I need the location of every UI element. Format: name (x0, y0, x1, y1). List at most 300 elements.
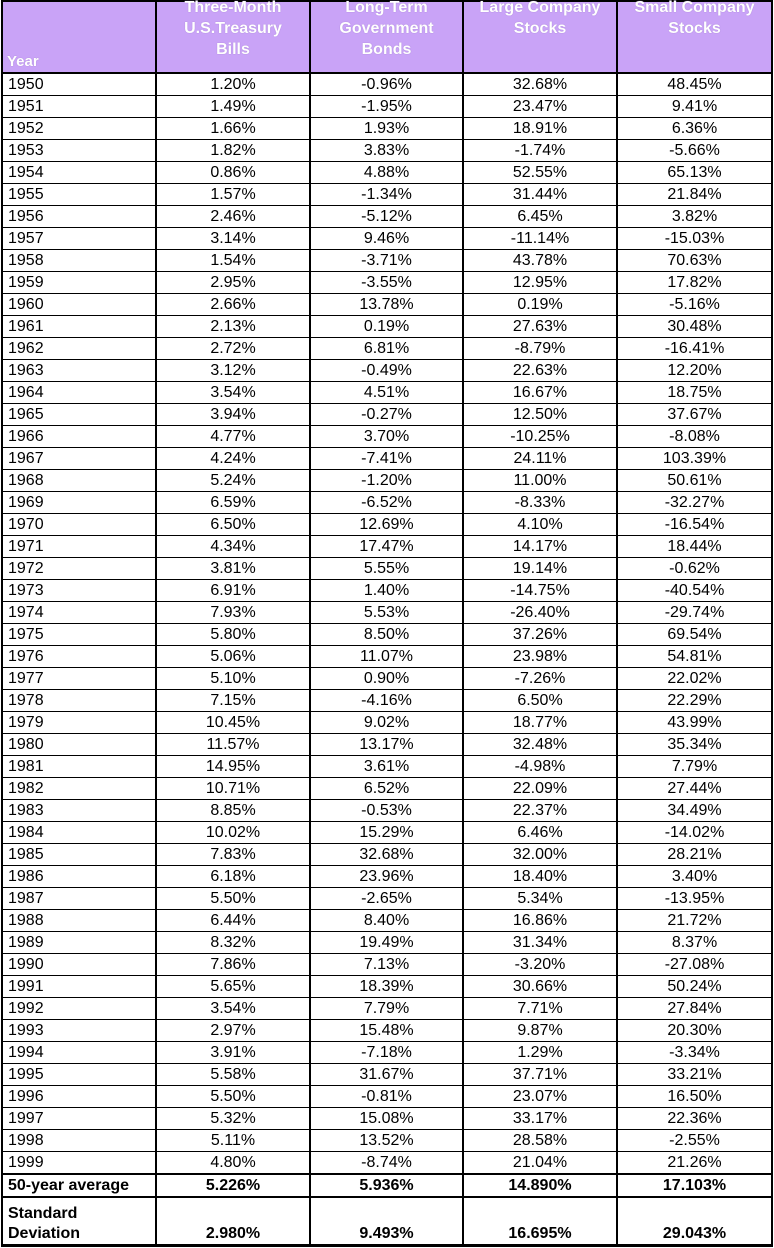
cell-large-company-stocks: 21.04% (463, 1152, 617, 1175)
cell-treasury-bills: 1.57% (156, 184, 310, 206)
cell-government-bonds: 4.88% (310, 162, 463, 184)
cell-treasury-bills: 7.83% (156, 844, 310, 866)
cell-large-company-stocks: -8.33% (463, 492, 617, 514)
cell-large-company-stocks: 30.66% (463, 976, 617, 998)
cell-year: 1954 (2, 162, 156, 184)
cell-government-bonds: 3.70% (310, 426, 463, 448)
header-treasury-bills (156, 1, 310, 73)
cell-government-bonds: -1.95% (310, 96, 463, 118)
cell-small-company-stocks: 69.54% (617, 624, 772, 646)
cell-government-bonds: 32.68% (310, 844, 463, 866)
cell-large-company-stocks: 12.95% (463, 272, 617, 294)
cell-year: 1962 (2, 338, 156, 360)
cell-treasury-bills: 7.15% (156, 690, 310, 712)
cell-government-bonds: -6.52% (310, 492, 463, 514)
cell-small-company-stocks: 27.44% (617, 778, 772, 800)
table-row (2, 998, 772, 1020)
cell-year: 1966 (2, 426, 156, 448)
cell-treasury-bills: 5.80% (156, 624, 310, 646)
cell-large-company-stocks: 1.29% (463, 1042, 617, 1064)
table-row (2, 1042, 772, 1064)
header-line: Small Company (634, 0, 755, 16)
cell-government-bonds: 1.40% (310, 580, 463, 602)
cell-large-company-stocks: 19.14% (463, 558, 617, 580)
cell-year: 1985 (2, 844, 156, 866)
table-row (2, 734, 772, 756)
header-line: U.S.Treasury (184, 20, 282, 37)
cell-government-bonds: -2.65% (310, 888, 463, 910)
cell-small-company-stocks: 3.40% (617, 866, 772, 888)
cell-year: 1993 (2, 1020, 156, 1042)
cell-year: 1952 (2, 118, 156, 140)
average-label: 50-year average (2, 1174, 156, 1197)
table-row (2, 866, 772, 888)
cell-large-company-stocks: 18.40% (463, 866, 617, 888)
table-row (2, 580, 772, 602)
cell-treasury-bills: 5.24% (156, 470, 310, 492)
cell-government-bonds: 1.93% (310, 118, 463, 140)
cell-large-company-stocks: -7.26% (463, 668, 617, 690)
cell-small-company-stocks: 30.48% (617, 316, 772, 338)
cell-government-bonds: 12.69% (310, 514, 463, 536)
cell-small-company-stocks: -5.66% (617, 140, 772, 162)
table-row (2, 73, 772, 96)
cell-year: 1990 (2, 954, 156, 976)
table-row (2, 1108, 772, 1130)
cell-government-bonds: -3.71% (310, 250, 463, 272)
cell-treasury-bills: 4.34% (156, 536, 310, 558)
cell-year: 1974 (2, 602, 156, 624)
cell-government-bonds: 7.79% (310, 998, 463, 1020)
cell-government-bonds: -5.12% (310, 206, 463, 228)
cell-government-bonds: 13.17% (310, 734, 463, 756)
cell-large-company-stocks: 22.37% (463, 800, 617, 822)
cell-large-company-stocks: 37.71% (463, 1064, 617, 1086)
table-row (2, 602, 772, 624)
cell-treasury-bills: 8.85% (156, 800, 310, 822)
cell-treasury-bills: 7.86% (156, 954, 310, 976)
cell-large-company-stocks: -14.75% (463, 580, 617, 602)
cell-government-bonds: -0.96% (310, 73, 463, 96)
cell-year: 1977 (2, 668, 156, 690)
cell-large-company-stocks: -8.79% (463, 338, 617, 360)
stddev-small-company-stocks: 29.043% (617, 1197, 772, 1246)
cell-year: 1957 (2, 228, 156, 250)
header-line: Government (339, 20, 434, 37)
cell-government-bonds: -8.74% (310, 1152, 463, 1175)
header-large-company-stocks (463, 1, 617, 73)
cell-small-company-stocks: 22.29% (617, 690, 772, 712)
cell-large-company-stocks: 52.55% (463, 162, 617, 184)
cell-treasury-bills: 3.12% (156, 360, 310, 382)
cell-year: 1967 (2, 448, 156, 470)
header-small-company-stocks (617, 1, 772, 73)
header-line: Large Company (479, 0, 601, 16)
cell-treasury-bills: 3.54% (156, 998, 310, 1020)
cell-treasury-bills: 7.93% (156, 602, 310, 624)
table-row (2, 712, 772, 734)
cell-year: 1950 (2, 73, 156, 96)
cell-small-company-stocks: 48.45% (617, 73, 772, 96)
cell-treasury-bills: 2.95% (156, 272, 310, 294)
cell-government-bonds: 5.53% (310, 602, 463, 624)
cell-government-bonds: 3.61% (310, 756, 463, 778)
cell-year: 1961 (2, 316, 156, 338)
cell-small-company-stocks: -27.08% (617, 954, 772, 976)
cell-year: 1978 (2, 690, 156, 712)
table-row (2, 140, 772, 162)
cell-year: 1992 (2, 998, 156, 1020)
table-row (2, 624, 772, 646)
cell-treasury-bills: 3.94% (156, 404, 310, 426)
stddev-large-company-stocks: 16.695% (463, 1197, 617, 1246)
cell-treasury-bills: 4.24% (156, 448, 310, 470)
table-row (2, 1130, 772, 1152)
cell-year: 1997 (2, 1108, 156, 1130)
table-row (2, 1086, 772, 1108)
cell-large-company-stocks: -3.20% (463, 954, 617, 976)
cell-large-company-stocks: 32.00% (463, 844, 617, 866)
cell-treasury-bills: 0.86% (156, 162, 310, 184)
cell-government-bonds: 0.90% (310, 668, 463, 690)
cell-small-company-stocks: 18.44% (617, 536, 772, 558)
cell-small-company-stocks: 22.02% (617, 668, 772, 690)
cell-small-company-stocks: -3.34% (617, 1042, 772, 1064)
header-line: Three-Month (184, 0, 282, 16)
cell-small-company-stocks: 22.36% (617, 1108, 772, 1130)
cell-small-company-stocks: 50.61% (617, 470, 772, 492)
table-row (2, 316, 772, 338)
cell-large-company-stocks: 6.45% (463, 206, 617, 228)
cell-government-bonds: 15.29% (310, 822, 463, 844)
cell-government-bonds: 9.02% (310, 712, 463, 734)
cell-small-company-stocks: -8.08% (617, 426, 772, 448)
cell-government-bonds: 0.19% (310, 316, 463, 338)
cell-large-company-stocks: -11.14% (463, 228, 617, 250)
stddev-row (2, 1197, 772, 1246)
table-header (2, 1, 772, 73)
cell-small-company-stocks: 65.13% (617, 162, 772, 184)
table-row (2, 382, 772, 404)
cell-year: 1983 (2, 800, 156, 822)
cell-large-company-stocks: 12.50% (463, 404, 617, 426)
cell-large-company-stocks: 23.98% (463, 646, 617, 668)
cell-small-company-stocks: -2.55% (617, 1130, 772, 1152)
cell-large-company-stocks: 24.11% (463, 448, 617, 470)
cell-treasury-bills: 2.13% (156, 316, 310, 338)
cell-government-bonds: -1.20% (310, 470, 463, 492)
cell-small-company-stocks: -13.95% (617, 888, 772, 910)
table-row (2, 492, 772, 514)
cell-treasury-bills: 6.44% (156, 910, 310, 932)
cell-small-company-stocks: 8.37% (617, 932, 772, 954)
table-row (2, 162, 772, 184)
cell-treasury-bills: 2.46% (156, 206, 310, 228)
cell-government-bonds: -0.81% (310, 1086, 463, 1108)
cell-treasury-bills: 14.95% (156, 756, 310, 778)
cell-year: 1991 (2, 976, 156, 998)
cell-treasury-bills: 8.32% (156, 932, 310, 954)
cell-government-bonds: 31.67% (310, 1064, 463, 1086)
cell-government-bonds: 6.81% (310, 338, 463, 360)
cell-small-company-stocks: 18.75% (617, 382, 772, 404)
cell-small-company-stocks: 33.21% (617, 1064, 772, 1086)
cell-government-bonds: -7.18% (310, 1042, 463, 1064)
cell-government-bonds: 13.78% (310, 294, 463, 316)
average-row (2, 1174, 772, 1197)
cell-government-bonds: -0.53% (310, 800, 463, 822)
cell-small-company-stocks: 12.20% (617, 360, 772, 382)
cell-government-bonds: 19.49% (310, 932, 463, 954)
cell-large-company-stocks: 22.63% (463, 360, 617, 382)
cell-large-company-stocks: 16.86% (463, 910, 617, 932)
cell-government-bonds: -4.16% (310, 690, 463, 712)
cell-government-bonds: -7.41% (310, 448, 463, 470)
table-row (2, 778, 772, 800)
average-government-bonds: 5.936% (310, 1174, 463, 1197)
table-row (2, 756, 772, 778)
cell-treasury-bills: 4.77% (156, 426, 310, 448)
cell-year: 1959 (2, 272, 156, 294)
average-small-company-stocks: 17.103% (617, 1174, 772, 1197)
cell-large-company-stocks: -10.25% (463, 426, 617, 448)
cell-small-company-stocks: -29.74% (617, 602, 772, 624)
cell-year: 1956 (2, 206, 156, 228)
table-row (2, 470, 772, 492)
cell-government-bonds: -0.49% (310, 360, 463, 382)
table-row (2, 932, 772, 954)
cell-small-company-stocks: 21.72% (617, 910, 772, 932)
cell-treasury-bills: 3.91% (156, 1042, 310, 1064)
cell-treasury-bills: 4.80% (156, 1152, 310, 1175)
cell-treasury-bills: 5.11% (156, 1130, 310, 1152)
cell-treasury-bills: 1.20% (156, 73, 310, 96)
cell-government-bonds: 23.96% (310, 866, 463, 888)
table-row (2, 360, 772, 382)
table-row (2, 910, 772, 932)
cell-large-company-stocks: 37.26% (463, 624, 617, 646)
header-year-label: Year (7, 53, 39, 70)
average-large-company-stocks: 14.890% (463, 1174, 617, 1197)
cell-small-company-stocks: 27.84% (617, 998, 772, 1020)
cell-treasury-bills: 10.45% (156, 712, 310, 734)
cell-government-bonds: 18.39% (310, 976, 463, 998)
cell-treasury-bills: 5.50% (156, 1086, 310, 1108)
header-line: Long-Term (345, 0, 428, 16)
cell-treasury-bills: 6.59% (156, 492, 310, 514)
cell-year: 1965 (2, 404, 156, 426)
table-row (2, 536, 772, 558)
cell-large-company-stocks: 11.00% (463, 470, 617, 492)
cell-small-company-stocks: -32.27% (617, 492, 772, 514)
table-row (2, 558, 772, 580)
cell-year: 1984 (2, 822, 156, 844)
cell-year: 1968 (2, 470, 156, 492)
cell-large-company-stocks: 32.68% (463, 73, 617, 96)
cell-large-company-stocks: -26.40% (463, 602, 617, 624)
cell-large-company-stocks: 6.46% (463, 822, 617, 844)
cell-small-company-stocks: 7.79% (617, 756, 772, 778)
cell-small-company-stocks: 17.82% (617, 272, 772, 294)
cell-year: 1955 (2, 184, 156, 206)
cell-year: 1986 (2, 866, 156, 888)
header-line: Stocks (668, 20, 721, 37)
cell-year: 1958 (2, 250, 156, 272)
table-row (2, 822, 772, 844)
stddev-label-line: Standard (8, 1205, 78, 1222)
cell-small-company-stocks: -16.41% (617, 338, 772, 360)
table-row (2, 338, 772, 360)
cell-large-company-stocks: 32.48% (463, 734, 617, 756)
cell-treasury-bills: 10.02% (156, 822, 310, 844)
cell-large-company-stocks: 22.09% (463, 778, 617, 800)
cell-year: 1951 (2, 96, 156, 118)
cell-large-company-stocks: 9.87% (463, 1020, 617, 1042)
cell-treasury-bills: 5.50% (156, 888, 310, 910)
cell-large-company-stocks: 43.78% (463, 250, 617, 272)
cell-small-company-stocks: 70.63% (617, 250, 772, 272)
cell-treasury-bills: 5.06% (156, 646, 310, 668)
cell-government-bonds: 7.13% (310, 954, 463, 976)
cell-large-company-stocks: 5.34% (463, 888, 617, 910)
cell-year: 1996 (2, 1086, 156, 1108)
cell-treasury-bills: 1.54% (156, 250, 310, 272)
cell-year: 1963 (2, 360, 156, 382)
cell-small-company-stocks: 54.81% (617, 646, 772, 668)
table-row (2, 844, 772, 866)
header-line: Stocks (513, 20, 567, 37)
average-treasury-bills: 5.226% (156, 1174, 310, 1197)
table-row (2, 228, 772, 250)
table-row (2, 272, 772, 294)
cell-small-company-stocks: 103.39% (617, 448, 772, 470)
cell-small-company-stocks: 9.41% (617, 96, 772, 118)
header-line: Bonds (361, 41, 412, 58)
cell-government-bonds: -3.55% (310, 272, 463, 294)
cell-government-bonds: 6.52% (310, 778, 463, 800)
cell-small-company-stocks: -40.54% (617, 580, 772, 602)
cell-government-bonds: 17.47% (310, 536, 463, 558)
cell-small-company-stocks: 28.21% (617, 844, 772, 866)
table-row (2, 1152, 772, 1175)
cell-year: 1989 (2, 932, 156, 954)
cell-year: 1970 (2, 514, 156, 536)
table-row (2, 118, 772, 140)
cell-small-company-stocks: 21.84% (617, 184, 772, 206)
cell-large-company-stocks: 31.34% (463, 932, 617, 954)
cell-year: 1964 (2, 382, 156, 404)
cell-large-company-stocks: 27.63% (463, 316, 617, 338)
cell-large-company-stocks: 14.17% (463, 536, 617, 558)
cell-treasury-bills: 3.81% (156, 558, 310, 580)
cell-government-bonds: -0.27% (310, 404, 463, 426)
cell-small-company-stocks: 6.36% (617, 118, 772, 140)
cell-government-bonds: 8.50% (310, 624, 463, 646)
cell-year: 1980 (2, 734, 156, 756)
cell-government-bonds: 11.07% (310, 646, 463, 668)
stddev-label (2, 1197, 156, 1246)
cell-small-company-stocks: 20.30% (617, 1020, 772, 1042)
cell-large-company-stocks: 18.77% (463, 712, 617, 734)
cell-large-company-stocks: 16.67% (463, 382, 617, 404)
cell-year: 1995 (2, 1064, 156, 1086)
cell-large-company-stocks: 4.10% (463, 514, 617, 536)
cell-small-company-stocks: 35.34% (617, 734, 772, 756)
table-row (2, 954, 772, 976)
cell-government-bonds: 15.08% (310, 1108, 463, 1130)
cell-year: 1976 (2, 646, 156, 668)
cell-treasury-bills: 10.71% (156, 778, 310, 800)
stddev-label-line: Deviation (8, 1225, 81, 1242)
cell-small-company-stocks: 43.99% (617, 712, 772, 734)
cell-small-company-stocks: -14.02% (617, 822, 772, 844)
cell-treasury-bills: 3.54% (156, 382, 310, 404)
cell-large-company-stocks: 7.71% (463, 998, 617, 1020)
cell-year: 1972 (2, 558, 156, 580)
table-row (2, 426, 772, 448)
table-row (2, 250, 772, 272)
cell-large-company-stocks: 0.19% (463, 294, 617, 316)
cell-year: 1971 (2, 536, 156, 558)
cell-small-company-stocks: 50.24% (617, 976, 772, 998)
cell-year: 1953 (2, 140, 156, 162)
cell-small-company-stocks: -0.62% (617, 558, 772, 580)
cell-large-company-stocks: 6.50% (463, 690, 617, 712)
cell-small-company-stocks: -15.03% (617, 228, 772, 250)
stddev-government-bonds: 9.493% (310, 1197, 463, 1246)
cell-year: 1981 (2, 756, 156, 778)
cell-large-company-stocks: -4.98% (463, 756, 617, 778)
cell-treasury-bills: 6.18% (156, 866, 310, 888)
cell-large-company-stocks: 18.91% (463, 118, 617, 140)
cell-year: 1960 (2, 294, 156, 316)
header-line: Bills (216, 41, 250, 58)
cell-treasury-bills: 2.66% (156, 294, 310, 316)
cell-year: 1987 (2, 888, 156, 910)
cell-small-company-stocks: 3.82% (617, 206, 772, 228)
cell-government-bonds: 9.46% (310, 228, 463, 250)
cell-treasury-bills: 1.49% (156, 96, 310, 118)
cell-treasury-bills: 5.58% (156, 1064, 310, 1086)
cell-small-company-stocks: 34.49% (617, 800, 772, 822)
cell-small-company-stocks: 16.50% (617, 1086, 772, 1108)
table-row (2, 690, 772, 712)
cell-government-bonds: 8.40% (310, 910, 463, 932)
table-row (2, 1020, 772, 1042)
cell-government-bonds: 15.48% (310, 1020, 463, 1042)
cell-treasury-bills: 6.91% (156, 580, 310, 602)
table-row (2, 800, 772, 822)
cell-year: 1998 (2, 1130, 156, 1152)
table-row (2, 294, 772, 316)
cell-treasury-bills: 6.50% (156, 514, 310, 536)
cell-year: 1979 (2, 712, 156, 734)
cell-treasury-bills: 5.65% (156, 976, 310, 998)
table-row (2, 1064, 772, 1086)
table-row (2, 514, 772, 536)
cell-large-company-stocks: 31.44% (463, 184, 617, 206)
cell-government-bonds: 13.52% (310, 1130, 463, 1152)
table-row (2, 448, 772, 470)
returns-table (1, 0, 773, 1247)
cell-treasury-bills: 5.10% (156, 668, 310, 690)
cell-year: 1999 (2, 1152, 156, 1175)
cell-treasury-bills: 3.14% (156, 228, 310, 250)
cell-government-bonds: 4.51% (310, 382, 463, 404)
cell-large-company-stocks: 23.47% (463, 96, 617, 118)
cell-year: 1975 (2, 624, 156, 646)
cell-treasury-bills: 5.32% (156, 1108, 310, 1130)
